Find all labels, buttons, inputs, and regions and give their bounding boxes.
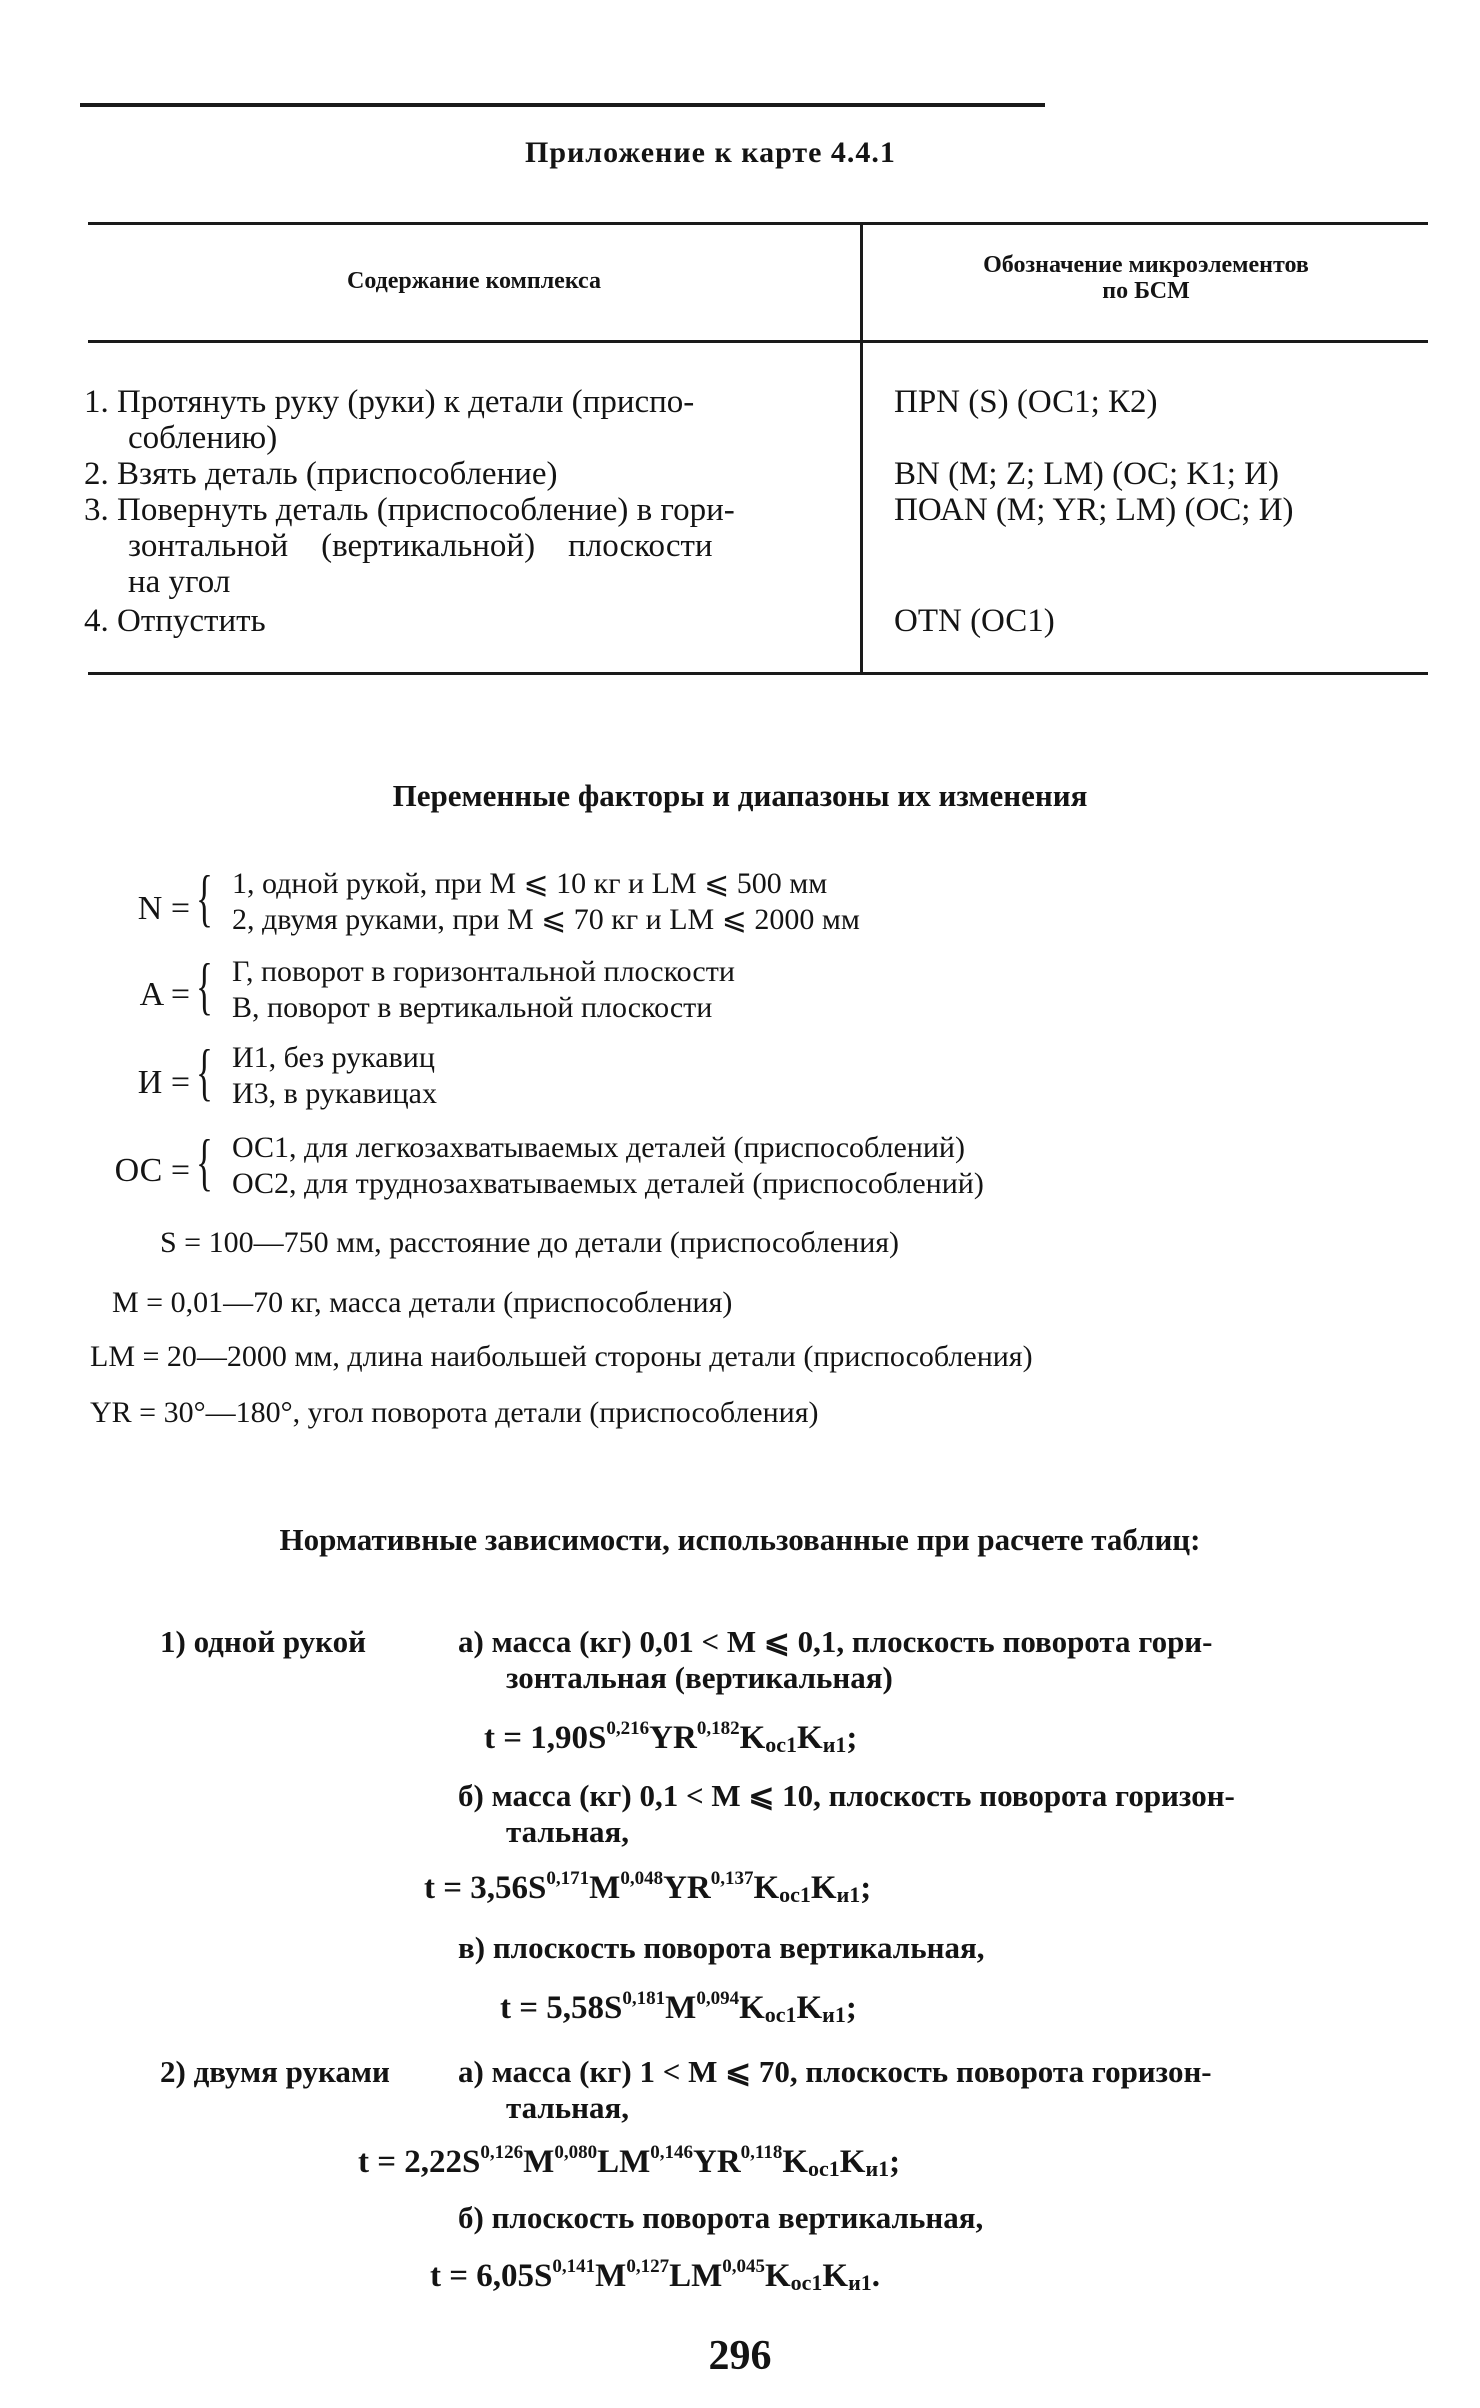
one-a-line2: зонтальная (вертикальная) [506,1660,893,1695]
two-a-text [458,2054,1438,2126]
table-row-4-content: 4. Отпустить [84,603,266,639]
page-number: 296 [708,2333,772,2379]
formula-one-b: $t = 3,56S^{0,171}M^{0,048}YR^{0,137}K_{ос1}K_{и1}$; [424,1868,872,1907]
var-LM: LM = 20—2000 мм, длина наибольшей стороны детали (приспособления) [90,1340,1033,1373]
table-bottom-rule [88,672,1428,675]
brace-A: { [196,950,213,1021]
norms-title: Нормативные зависимости, использованные при расчете таблиц: [279,1522,1201,1557]
brace-N: { [196,862,213,933]
table-header-content: Содержание комплекса [346,268,601,294]
var-N-values [232,866,860,938]
var-OC-label: ОС = [114,1152,190,1189]
var-YR: YR = 30°—180°, угол поворота детали (приспособления) [90,1396,819,1429]
table-row-2-content: 2. Взять деталь (приспособление) [84,456,558,492]
table-header-codes [866,252,1426,304]
var-I-line2: И3, в рукавицах [232,1077,437,1110]
two-hands-label: 2) двумя руками [160,2054,390,2089]
row3-line1: 3. Повернуть деталь (приспособление) в гори- [84,492,735,528]
table-header-codes-line1: Обозначение микроэлементов [983,252,1309,278]
var-M: M = 0,01—70 кг, масса детали (приспособления) [112,1286,733,1319]
var-A-values [232,954,735,1026]
table-header-rule [88,340,1428,343]
top-rule [80,103,1045,107]
two-a-line1: а) масса (кг) 1 < M ⩽ 70, плоскость поворота горизон- [458,2054,1212,2089]
row1-line2: соблению) [128,420,278,456]
var-I-line1: И1, без рукавиц [232,1041,435,1074]
two-a-line2: тальная, [506,2090,630,2125]
brace-I: { [196,1036,213,1107]
var-A-label: A = [139,976,190,1013]
table-top-rule [88,222,1428,225]
table-row-4-code: ОТN (ОС1) [894,603,1055,639]
one-c-text: в) плоскость поворота вертикальная, [458,1930,985,1965]
formula-one-a: $t = 1,90S^{0,216}YR^{0,182}K_{ос1}K_{и1}$; [484,1718,858,1757]
table-row-3-content [84,492,854,600]
table-row-2-code: ВN (M; Z; LM) (OC; K1; И) [894,456,1279,492]
table-column-divider [860,224,863,672]
variables-title: Переменные факторы и диапазоны их изменения [392,778,1088,813]
appendix-title: Приложение к карте 4.4.1 [525,136,896,169]
one-b-line1: б) масса (кг) 0,1 < M ⩽ 10, плоскость поворота горизон- [458,1778,1235,1813]
var-N-label: N = [137,890,190,927]
var-OC-line1: ОС1, для легкозахватываемых деталей (приспособлений) [232,1131,965,1164]
var-I-values [232,1040,437,1112]
one-a-text [458,1624,1438,1696]
row3-line3: на угол [128,564,231,600]
one-hand-label: 1) одной рукой [160,1624,366,1659]
one-b-text [458,1778,1438,1850]
one-a-line1: а) масса (кг) 0,01 < M ⩽ 0,1, плоскость поворота гори- [458,1624,1213,1659]
var-N-line2: 2, двумя руками, при M ⩽ 70 кг и LM ⩽ 2000 мм [232,903,860,936]
var-N-line1: 1, одной рукой, при M ⩽ 10 кг и LM ⩽ 500 мм [232,867,828,900]
var-S: S = 100—750 мм, расстояние до детали (приспособления) [160,1226,900,1259]
table-row-1-content [84,384,844,456]
var-OC-line2: ОС2, для труднозахватываемых деталей (приспособлений) [232,1167,984,1200]
formula-one-c: $t = 5,58S^{0,181}M^{0,094}K_{ос1}K_{и1}$; [500,1988,857,2027]
var-A-line2: В, поворот в вертикальной плоскости [232,991,713,1024]
table-row-3-code: ПОАN (M; YR; LM) (OC; И) [894,492,1294,528]
formula-two-a: $t = 2,22S^{0,126}M^{0,080}LM^{0,146}YR^{0,118}K_{ос1}K_{и1}$; [358,2142,901,2181]
var-I-label: И = [137,1064,190,1101]
row1-line1: 1. Протянуть руку (руки) к детали (приспо- [84,384,695,420]
formula-two-b: $t = 6,05S^{0,141}M^{0,127}LM^{0,045}K_{ос1}K_{и1}$. [430,2256,881,2295]
brace-OC: { [196,1126,213,1197]
row3-line2: зонтальной (вертикальной) плоскости [128,528,713,564]
var-OC-values [232,1130,984,1202]
two-b-text: б) плоскость поворота вертикальная, [458,2200,984,2235]
one-b-line2: тальная, [506,1814,630,1849]
table-row-1-code: ПРN (S) (ОС1; К2) [894,384,1158,420]
table-header-codes-line2: по БСМ [1102,278,1190,304]
var-A-line1: Г, поворот в горизонтальной плоскости [232,955,735,988]
